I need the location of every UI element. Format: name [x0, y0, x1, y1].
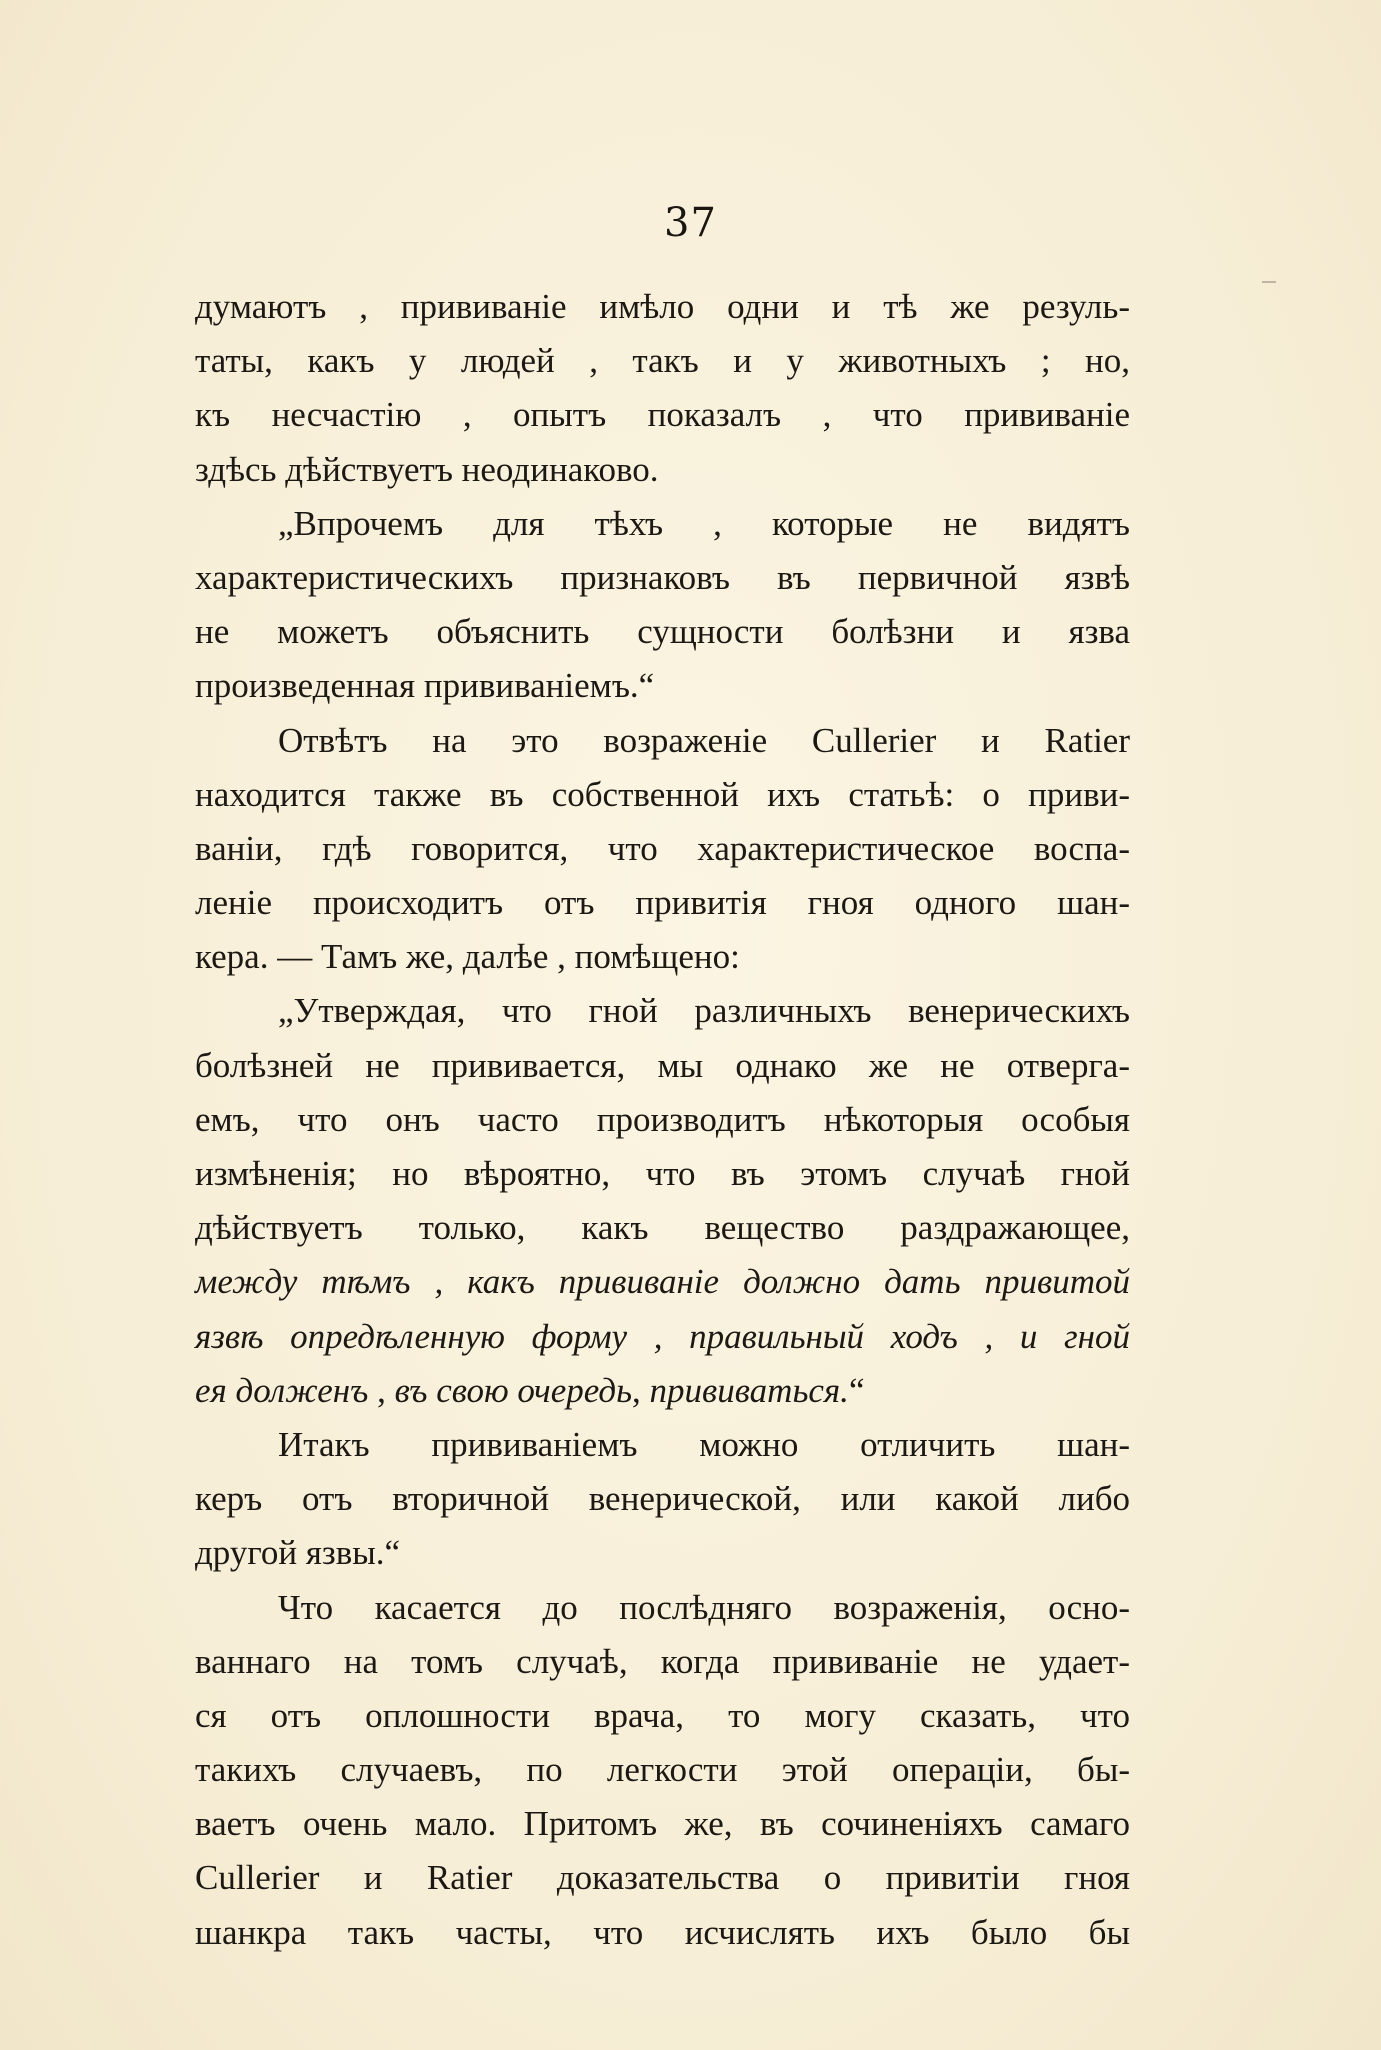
italic-run: въ свою очередь	[394, 1370, 633, 1410]
text-line: дѣйствуетъ только, какъ вещество раздражающее,	[195, 1208, 1130, 1248]
roman-run: ,	[632, 1370, 650, 1410]
text-line: кера. — Тамъ же, далѣе , помѣщено:	[195, 937, 740, 977]
text-line: думаютъ , прививаніе имѣло одни и тѣ же резуль-	[195, 287, 1130, 326]
text-line: здѣсь дѣйствуетъ неодинаково.	[195, 449, 659, 489]
text-line: таты, какъ у людей , такъ и у животныхъ ; но,	[195, 341, 1130, 381]
text-line: емъ, что онъ часто производитъ нѣкоторыя особыя	[195, 1099, 1130, 1139]
text-line: такихъ случаевъ, по легкости этой операціи, бы-	[195, 1750, 1130, 1790]
text-line: ваетъ очень мало. Притомъ же, въ сочиненіяхъ самаго	[195, 1804, 1130, 1844]
text-line: леніе происходитъ отъ привитія гноя одного шан-	[195, 883, 1130, 923]
text-line: Cullerier и Ratier доказательства о привитіи гноя	[195, 1858, 1130, 1898]
text-line: шанкра такъ часты, что исчислять ихъ было бы	[195, 1912, 1130, 1952]
text-line: не можетъ объяснить сущности болѣзни и язва	[195, 612, 1130, 652]
text-line: ваніи, гдѣ говорится, что характеристическое воспа-	[195, 828, 1130, 868]
text-line: другой язвы.“	[195, 1533, 401, 1573]
text-line: къ несчастію , опытъ показалъ , что прививаніе	[195, 395, 1130, 435]
body-text	[195, 280, 1130, 1960]
mixed-italic-line	[195, 1364, 1130, 1418]
text-line: керъ отъ вторичной венерической, или какой либо	[195, 1479, 1130, 1519]
text-line: находится также въ собственной ихъ статьѣ: о приви-	[195, 774, 1130, 814]
text-line: характеристическихъ признаковъ въ первичной язвѣ	[195, 557, 1130, 597]
italic-line: язвѣ опредѣленную форму , правильный ходъ , и гной	[195, 1316, 1130, 1356]
italic-run: прививаться.	[649, 1370, 849, 1410]
text-line: ваннаго на томъ случаѣ, когда прививаніе не удает-	[195, 1641, 1130, 1681]
text-line: Отвѣтъ на это возраженіе Cullerier и Ratier	[278, 720, 1130, 760]
text-line: Что касается до послѣдняго возраженія, осно-	[278, 1587, 1130, 1627]
text-line: Итакъ прививаніемъ можно отличить шан-	[278, 1424, 1130, 1464]
text-line: „Впрочемъ для тѣхъ , которые не видятъ	[278, 503, 1130, 543]
closing-quote: “	[848, 1370, 865, 1410]
italic-line: между тѣмъ , какъ прививаніе должно дать привитой	[195, 1262, 1130, 1302]
page-speck	[1262, 281, 1276, 283]
page-number: 37	[664, 200, 717, 246]
text-line: болѣзней не прививается, мы однако же не отверга-	[195, 1045, 1130, 1085]
italic-run: ея долженъ	[195, 1370, 369, 1410]
roman-run: ,	[368, 1370, 395, 1410]
text-line: ся отъ оплошности врача, то могу сказать, что	[195, 1695, 1130, 1735]
text-line: „Утверждая, что гной различныхъ венерическихъ	[278, 991, 1130, 1031]
text-line: измѣненія; но вѣроятно, что въ этомъ случаѣ гной	[195, 1154, 1130, 1193]
text-line: произведенная прививаніемъ.“	[195, 666, 655, 706]
